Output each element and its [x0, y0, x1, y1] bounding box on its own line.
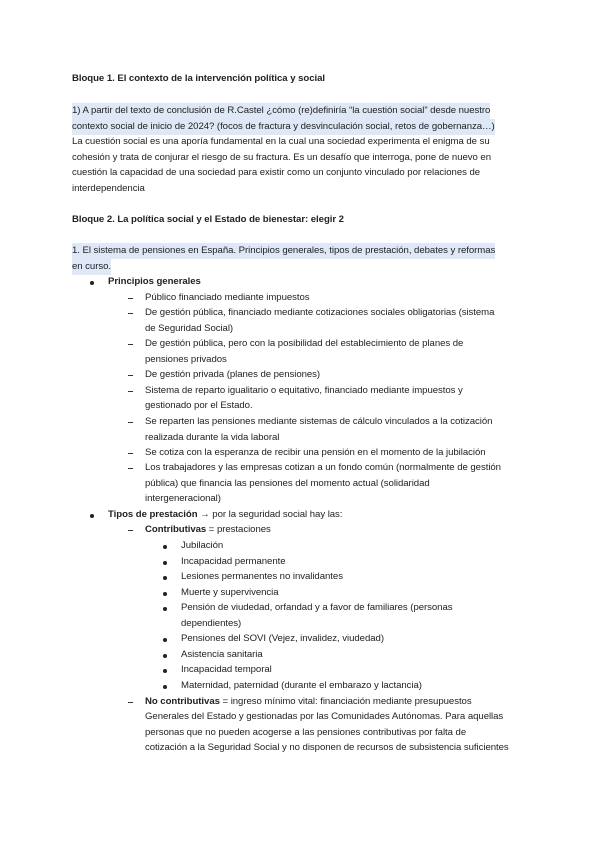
bullet-icon — [163, 576, 167, 580]
dash-icon — [128, 422, 133, 423]
principio-item: Se cotiza con la esperanza de recibir una pensión en el momento de la jubilación — [145, 447, 486, 458]
contributiva-item: Maternidad, paternidad (durante el embarazo y lactancia) — [181, 680, 422, 691]
bloque2-question-line2: en curso. — [72, 259, 111, 275]
no-contributivas-text-cont: Generales del Estado y gestionadas por las Comunidades Autónomas. Para aquellas — [145, 711, 504, 722]
contributivas-suffix: = prestaciones — [206, 524, 271, 535]
bloque2-question-line1: 1. El sistema de pensiones en España. Principios generales, tipos de prestación, debates y reformas — [72, 243, 495, 259]
contributivas-label: Contributivas — [145, 524, 207, 535]
dash-icon — [128, 375, 133, 376]
bullet-icon — [163, 561, 167, 565]
principio-item: De gestión pública, pero con la posibilidad del establecimiento de planes de — [145, 338, 464, 349]
bullet-icon — [163, 607, 167, 611]
bloque1-question-line1: 1) A partir del texto de conclusión de R.Castel ¿cómo (re)definiría “la cuestión social” desde nuestro — [72, 103, 490, 119]
principio-item: Público financiado mediante impuestos — [145, 292, 310, 303]
dash-icon — [128, 344, 133, 345]
contributiva-item: Asistencia sanitaria — [181, 649, 263, 660]
bullet-icon — [163, 669, 167, 673]
dash-icon — [128, 313, 133, 314]
dash-icon — [128, 453, 133, 454]
contributiva-item: Lesiones permanentes no invalidantes — [181, 571, 343, 582]
tipos-title: Tipos de prestación — [108, 509, 198, 520]
bullet-icon — [163, 592, 167, 596]
tipos-line — [108, 507, 342, 523]
no-contributivas-text-cont: cotización a la Seguridad Social y no disponen de recursos de subsistencia suficientes — [145, 742, 509, 753]
principio-item: Se reparten las pensiones mediante sistemas de cálculo vinculados a la cotización — [145, 416, 493, 427]
no-contributivas-text-cont: personas que no pueden acogerse a las pensiones contributivas por falta de — [145, 727, 467, 738]
principio-item-cont: pensiones privados — [145, 354, 227, 365]
principio-item-cont: intergeneracional) — [145, 493, 221, 504]
contributiva-item: Incapacidad permanente — [181, 556, 286, 567]
bloque2-heading: Bloque 2. La política social y el Estado de bienestar: elegir 2 — [72, 214, 344, 225]
bloque1-answer-line: cuestión la capacidad de una sociedad para existir como un conjunto vinculado por relaciones de — [72, 167, 481, 178]
bullet-icon — [163, 685, 167, 689]
bloque1-answer-line: interdependencia — [72, 183, 145, 194]
principio-item-cont: de Seguridad Social) — [145, 323, 234, 334]
principio-item-cont: gestionado por el Estado. — [145, 400, 253, 411]
bullet-icon — [163, 638, 167, 642]
no-contributivas-text: = ingreso mínimo vital: financiación mediante presupuestos — [219, 696, 472, 707]
principio-item: De gestión privada (planes de pensiones) — [145, 369, 321, 380]
bullet-icon — [163, 545, 167, 549]
principio-item-cont: pública) que financia las pensiones del momento actual (solidaridad — [145, 478, 430, 489]
principio-item-cont: realizada durante la vida laboral — [145, 432, 280, 443]
dash-icon — [128, 468, 133, 469]
bloque1-answer-line: cohesión y trata de conjurar el riesgo de su fractura. Es un desafío que interroga, pone de nuevo en — [72, 152, 491, 163]
tipos-arrow-text: → por la seguridad social hay las: — [200, 509, 343, 520]
principio-item: Sistema de reparto igualitario o equitativo, financiado mediante impuestos y — [145, 385, 463, 396]
contributiva-item: Jubilación — [181, 540, 224, 551]
dash-icon — [128, 298, 133, 299]
dash-icon — [128, 530, 133, 531]
bullet-icon — [90, 281, 94, 285]
bloque1-question-line2: contexto social de inicio de 2024? (focos de fractura y desvinculación social, retos de gobernanza…) — [72, 119, 495, 135]
contributivas-line — [145, 522, 271, 538]
principio-item: De gestión pública, financiado mediante cotizaciones sociales obligatorias (sistema — [145, 307, 495, 318]
bloque1-answer-line: La cuestión social es una aporía fundamental en la cual una sociedad experimenta el enigma de su — [72, 136, 490, 147]
no-contributivas-line — [145, 694, 472, 710]
principio-item: Los trabajadores y las empresas cotizan a un fondo común (normalmente de gestión — [145, 462, 501, 473]
principios-title: Principios generales — [108, 276, 201, 287]
contributiva-item: Pensiones del SOVI (Vejez, invalidez, viudedad) — [181, 633, 384, 644]
bloque1-heading: Bloque 1. El contexto de la intervención política y social — [72, 73, 325, 84]
bullet-icon — [163, 654, 167, 658]
dash-icon — [128, 391, 133, 392]
contributiva-item: Muerte y supervivencia — [181, 587, 279, 598]
dash-icon — [128, 702, 133, 703]
contributiva-item: Incapacidad temporal — [181, 664, 272, 675]
bullet-icon — [90, 514, 94, 518]
contributiva-item: Pensión de viudedad, orfandad y a favor de familiares (personas — [181, 602, 453, 613]
no-contributivas-label: No contributivas — [145, 696, 220, 707]
contributiva-item-cont: dependientes) — [181, 618, 242, 629]
